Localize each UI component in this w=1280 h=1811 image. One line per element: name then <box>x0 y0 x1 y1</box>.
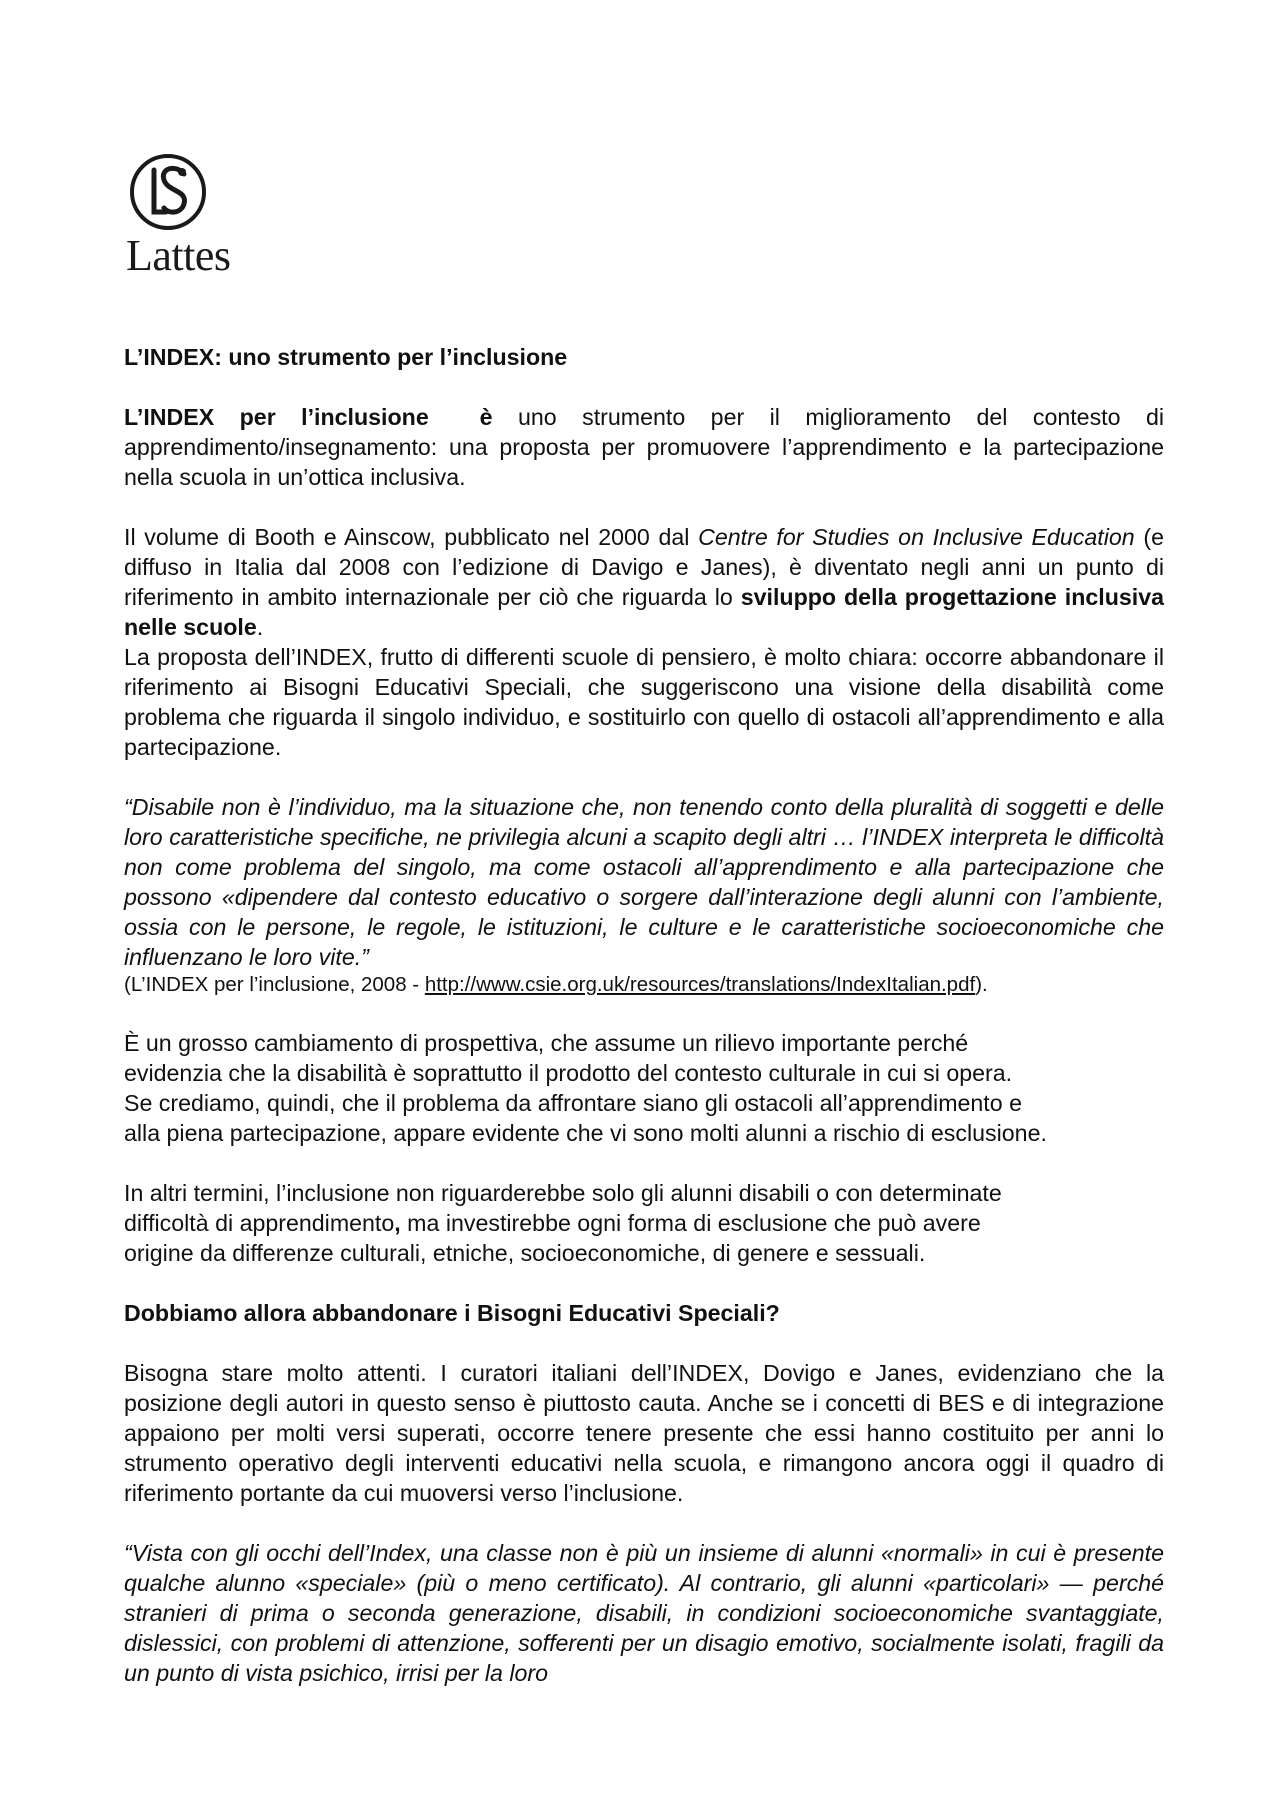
para2-bold: sviluppo della progettazione inclusiva nelle scuole <box>124 584 1164 640</box>
intro-paragraph <box>124 402 1164 492</box>
document-title: L’INDEX: uno strumento per l’inclusione <box>124 344 568 370</box>
para5-line: origine da differenze culturali, etniche, socioeconomiche, di genere e sessuali. <box>124 1240 926 1266</box>
para4-line: alla piena partecipazione, appare evidente che vi sono molti alunni a rischio di esclusione. <box>124 1120 1047 1146</box>
para5-line: ma investirebbe ogni forma di esclusione che può avere <box>400 1210 981 1236</box>
para5-comma: , <box>394 1210 401 1236</box>
para5-line: In altri termini, l’inclusione non riguarderebbe solo gli alunni disabili o con determinate <box>124 1180 1002 1206</box>
citation-after: ). <box>975 973 988 996</box>
intro-bold-lead: L’INDEX per l’inclusione <box>124 404 429 430</box>
document-body <box>124 342 1164 1688</box>
intro-text: uno strumento per il miglioramento del contesto di apprendimento/insegnamento: una proposta per promuovere l’apprendimento e la partecipazione nella scuola in un’ottica inclusiva. <box>124 404 1164 490</box>
csie-name: Centre for Studies on Inclusive Education <box>698 524 1135 550</box>
para4-line: Se crediamo, quindi, che il problema da affrontare siano gli ostacoli all’apprendimento e <box>124 1090 1022 1116</box>
lattes-logo <box>126 150 246 290</box>
booth-ainscow-paragraph <box>124 522 1164 642</box>
citation-before: (L’INDEX per l’inclusione, 2008 - <box>124 973 425 996</box>
para5-line: difficoltà di apprendimento <box>124 1210 395 1236</box>
inclusion-paragraph <box>124 1178 1164 1268</box>
intro-bold-verb: è <box>479 404 493 430</box>
section-heading: Dobbiamo allora abbandonare i Bisogni Educativi Speciali? <box>124 1300 780 1326</box>
citation <box>124 972 1164 998</box>
para4-line: È un grosso cambiamento di prospettiva, che assume un rilievo importante perché <box>124 1030 969 1056</box>
ls-monogram-icon <box>126 150 210 234</box>
para2-text-2: (e diffuso in Italia dal 2008 con l’edizione di Davigo e Janes), è diventato negli anni un punto di riferimento in ambito internazionale per ciò che riguarda lo <box>124 524 1164 610</box>
perspective-paragraph <box>124 1028 1164 1148</box>
para2-text-1: Il volume di Booth e Ainscow, pubblicato nel 2000 dal <box>124 524 699 550</box>
para4-line: evidenzia che la disabilità è soprattutto il prodotto del contesto culturale in cui si opera. <box>124 1060 1013 1086</box>
index-proposal-paragraph: La proposta dell’INDEX, frutto di differenti scuole di pensiero, è molto chiara: occorre abbandonare il riferimento ai Bisogni Educativi Speciali, che suggeriscono una visione della disabilità come problema che riguarda il singolo individuo, e sostituirlo con quello di ostacoli all’apprendimento e alla partecipazione. <box>124 644 1164 760</box>
quote-2: “Vista con gli occhi dell’Index, una classe non è più un insieme di alunni «normali» in cui è presente qualche alunno «speciale» (più o meno certificato). Al contrario, gli alunni «particolari» — perché stranieri di prima o seconda generazione, disabili, in condizioni socioeconomiche svantaggiate, dislessici, con problemi di attenzione, sofferenti per un disagio emotivo, socialmente isolati, fragili da un punto di vista psichico, irrisi per la loro <box>124 1540 1164 1686</box>
lattes-wordmark: Lattes <box>126 231 231 280</box>
caution-paragraph: Bisogna stare molto attenti. I curatori italiani dell’INDEX, Dovigo e Janes, evidenziano che la posizione degli autori in questo senso è piuttosto cauta. Anche se i concetti di BES e di integrazione appaiono per molti versi superati, occorre tenere presente che essi hanno costituito per anni lo strumento operativo degli interventi educativi nella scuola, e rimangono ancora oggi il quadro di riferimento portante da cui muoversi verso l’inclusione. <box>124 1360 1164 1506</box>
index-pdf-link[interactable]: http://www.csie.org.uk/resources/translations/IndexItalian.pdf <box>424 973 976 996</box>
quote-1: “Disabile non è l’individuo, ma la situazione che, non tenendo conto della pluralità di soggetti e delle loro caratteristiche specifiche, ne privilegia alcuni a scapito degli altri … l’INDEX interpreta le difficoltà non come problema del singolo, ma come ostacoli all’apprendimento e alla partecipazione che possono «dipendere dal contesto educativo o sorgere dall’interazione degli alunni con l’ambiente, ossia con le persone, le regole, le istituzioni, le culture e le caratteristiche socioeconomiche che influenzano le loro vite.” <box>124 794 1164 970</box>
para2-text-3: . <box>256 614 264 640</box>
